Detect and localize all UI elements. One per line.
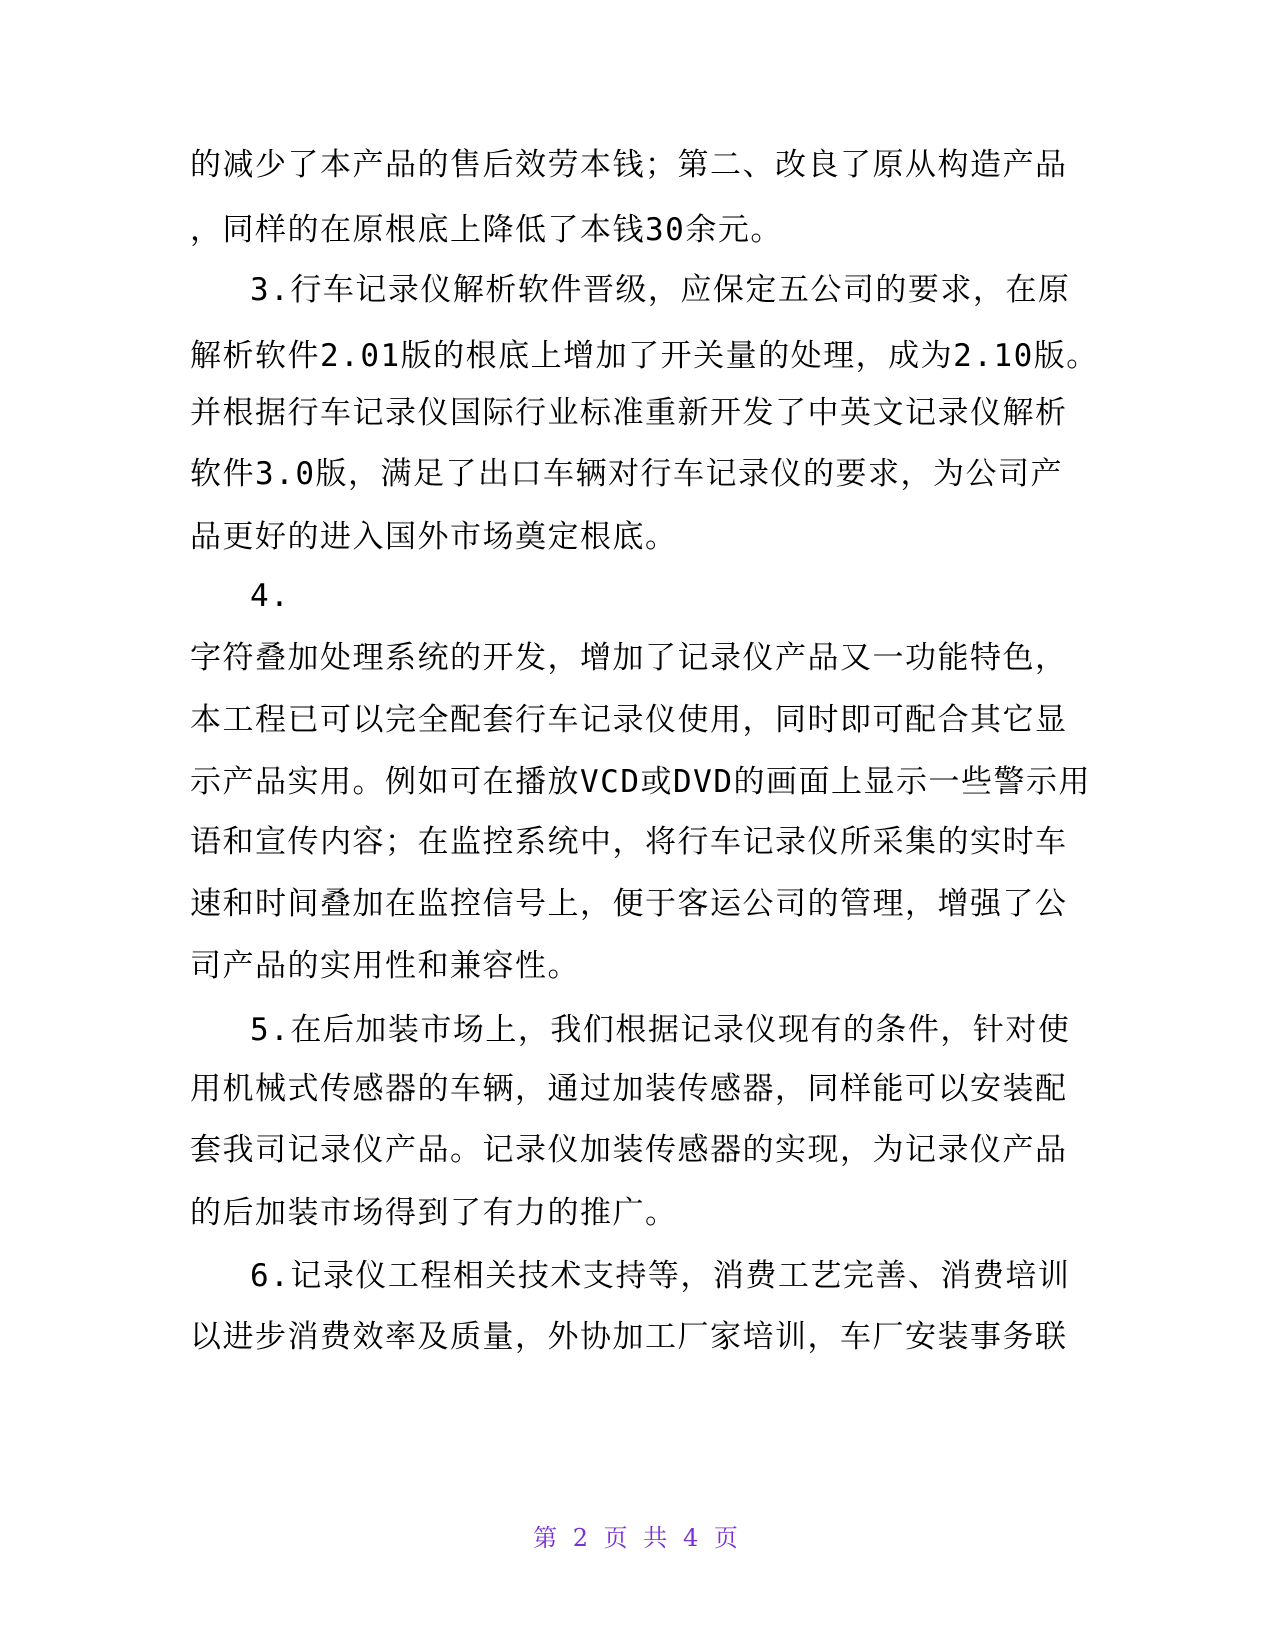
text-line: 字符叠加处理系统的开发，增加了记录仪产品又一功能特色， [190, 640, 1068, 676]
text-line: 4. [250, 578, 291, 614]
text-line: 速和时间叠加在监控信号上，便于客运公司的管理，增强了公 [190, 886, 1068, 922]
text-line: 用机械式传感器的车辆，通过加装传感器，同样能可以安装配 [190, 1071, 1068, 1107]
page-number-footer: 第 2 页 共 4 页 [533, 1524, 742, 1552]
text-line: 并根据行车记录仪国际行业标准重新开发了中英文记录仪解析 [190, 395, 1068, 431]
text-line: ，同样的在原根底上降低了本钱30余元。 [190, 212, 783, 248]
text-line: 品更好的进入国外市场奠定根底。 [190, 519, 678, 555]
text-line: 软件3.0版，满足了出口车辆对行车记录仪的要求，为公司产 [190, 456, 1063, 492]
text-line: 的后加装市场得到了有力的推广。 [190, 1195, 678, 1231]
text-line: 语和宣传内容；在监控系统中，将行车记录仪所采集的实时车 [190, 824, 1068, 860]
text-line: 以进步消费效率及质量，外协加工厂家培训，车厂安装事务联 [190, 1319, 1068, 1355]
text-line: 3.行车记录仪解析软件晋级，应保定五公司的要求，在原 [250, 272, 1071, 308]
text-line: 司产品的实用性和兼容性。 [190, 948, 580, 984]
text-line: 6.记录仪工程相关技术支持等，消费工艺完善、消费培训 [250, 1258, 1071, 1294]
text-line: 解析软件2.01版的根底上增加了开关量的处理，成为2.10版。 [190, 338, 1099, 374]
text-line: 套我司记录仪产品。记录仪加装传感器的实现，为记录仪产品 [190, 1132, 1068, 1168]
text-line: 5.在后加装市场上，我们根据记录仪现有的条件，针对使 [250, 1012, 1071, 1048]
text-line: 示产品实用。例如可在播放VCD或DVD的画面上显示一些警示用 [190, 764, 1091, 800]
text-line: 本工程已可以完全配套行车记录仪使用，同时即可配合其它显 [190, 702, 1068, 738]
text-line: 的减少了本产品的售后效劳本钱；第二、改良了原从构造产品 [190, 147, 1068, 183]
